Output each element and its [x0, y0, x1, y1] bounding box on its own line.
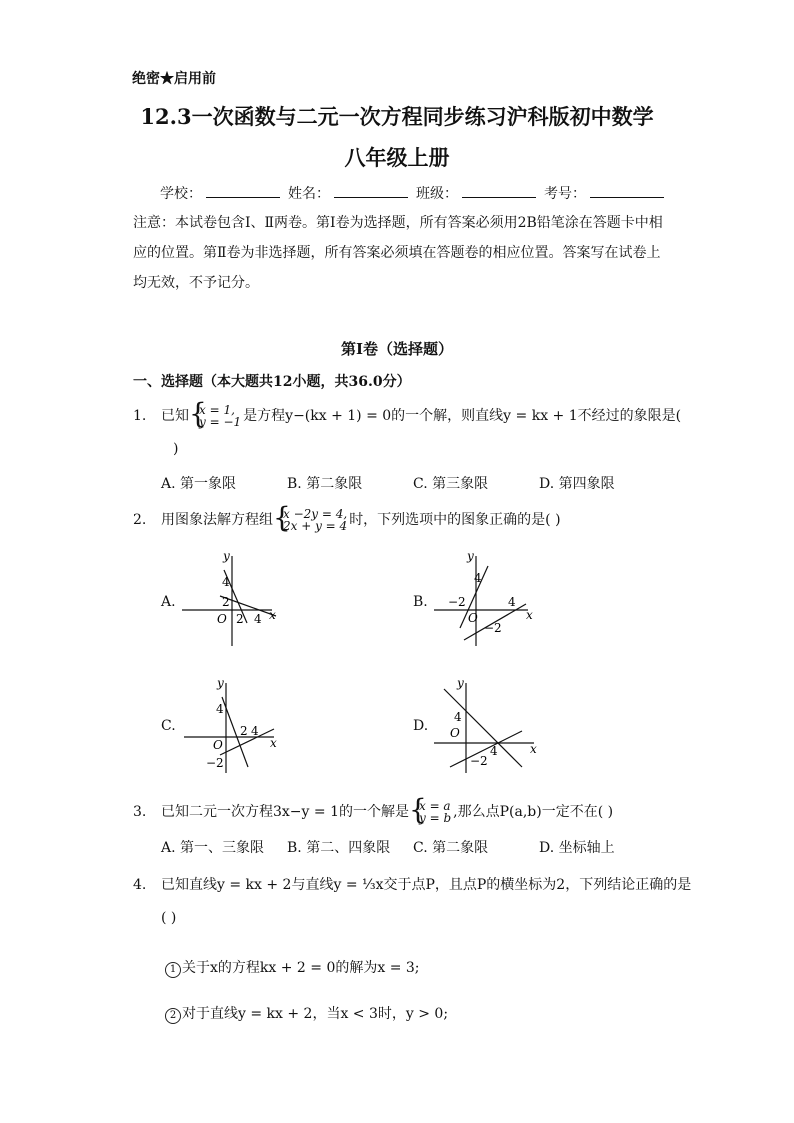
q1-system: [191, 404, 241, 428]
q2-system: [275, 508, 347, 532]
x-label: x: [526, 608, 533, 622]
circled-number-2: 2: [165, 1008, 181, 1024]
secret-label: 绝密★启用前: [132, 71, 216, 87]
q1-pre: 已知: [161, 408, 189, 424]
q2-option-d[interactable]: D.: [413, 718, 429, 734]
section-title: 第Ⅰ卷（选择题）: [340, 340, 454, 358]
origin-label: O: [450, 726, 460, 740]
graph-a[interactable]: [180, 548, 290, 648]
y-label: y: [457, 676, 464, 690]
q1-option-d[interactable]: D. 第四象限: [539, 476, 615, 492]
graph-c[interactable]: [180, 675, 290, 775]
q3-pre: 已知二元一次方程3x−y = 1的一个解是: [161, 804, 409, 820]
q1-option-a[interactable]: A. 第一象限: [161, 476, 237, 492]
name-blank[interactable]: [334, 185, 408, 198]
tick-label: 4: [251, 724, 259, 738]
statement-text: 关于x的方程kx + 2 = 0的解为x = 3;: [182, 960, 420, 976]
class-label: 班级：: [416, 186, 458, 202]
graph-d[interactable]: [430, 675, 540, 775]
q1-sys-line1: x = 1,: [199, 403, 235, 417]
y-label: y: [467, 549, 474, 563]
question-1: [133, 404, 681, 428]
graph-b[interactable]: [430, 548, 540, 648]
tick-label: −2: [206, 756, 224, 770]
name-label: 姓名：: [288, 186, 330, 202]
q3-post: ,那么点P(a,b)一定不在( ): [453, 804, 614, 820]
x-label: x: [269, 608, 276, 622]
question-3: [133, 800, 613, 824]
q2-option-b[interactable]: B.: [413, 594, 428, 610]
q1-post: 是方程y−(kx + 1) = 0的一个解，则直线y = kx + 1不经过的象限是(: [243, 408, 682, 424]
question-number: 1.: [133, 408, 147, 424]
tick-label: 2: [222, 595, 230, 609]
tick-label: 2: [236, 612, 244, 626]
q3-option-a[interactable]: A. 第一、三象限: [161, 840, 265, 856]
tick-label: 2: [240, 724, 248, 738]
class-blank[interactable]: [462, 185, 536, 198]
q2-sys-line2: 2x + y = 4: [283, 519, 348, 533]
question-number: 3.: [133, 804, 147, 820]
y-label: y: [223, 549, 230, 563]
q1-option-b[interactable]: B. 第二象限: [287, 476, 363, 492]
question-2: [133, 508, 561, 532]
notice-text: 注意：本试卷包含Ⅰ、Ⅱ两卷。第Ⅰ卷为选择题，所有答案必须用2B铅笔涂在答题卡中相应的位置。第Ⅱ卷为非选择题，所有答案必须填在答题卷的相应位置。答案写在试卷上均无效，不予记分。: [133, 215, 663, 291]
question-number: 2.: [133, 512, 147, 528]
q2-option-c[interactable]: C.: [161, 718, 176, 734]
page-title: 12.3一次函数与二元一次方程同步练习沪科版初中数学: [140, 104, 654, 129]
origin-label: O: [213, 738, 223, 752]
question-4: [133, 874, 691, 894]
tick-label: 4: [474, 571, 482, 585]
exam-no-blank[interactable]: [590, 185, 664, 198]
school-blank[interactable]: [206, 185, 280, 198]
q1-line2: ): [173, 441, 179, 457]
q2-option-a[interactable]: A.: [161, 594, 176, 610]
student-info-line: [160, 183, 672, 203]
q1-option-c[interactable]: C. 第三象限: [413, 476, 489, 492]
x-label: x: [270, 736, 277, 750]
tick-label: 4: [216, 702, 224, 716]
tick-label: 4: [508, 595, 516, 609]
part-heading: 一、选择题（本大题共12小题，共36.0分）: [133, 374, 411, 390]
q3-option-c[interactable]: C. 第二象限: [413, 840, 489, 856]
origin-label: O: [468, 611, 478, 625]
statement-text: 对于直线y = kx + 2，当x < 3时，y > 0;: [182, 1006, 449, 1022]
page-subtitle: 八年级上册: [344, 145, 450, 170]
tick-label: −2: [448, 595, 466, 609]
q4-statement-1: [165, 957, 420, 978]
tick-label: 4: [254, 612, 262, 626]
tick-label: 4: [454, 710, 462, 724]
q3-option-d[interactable]: D. 坐标轴上: [539, 840, 615, 856]
origin-label: O: [217, 612, 227, 626]
q4-statement-2: [165, 1003, 448, 1024]
q2-sys-line1: x −2y = 4,: [283, 507, 348, 521]
tick-label: 4: [222, 575, 230, 589]
q3-sys-line2: y = b: [418, 811, 452, 825]
school-label: 学校：: [160, 186, 202, 202]
q3-system: [411, 800, 451, 824]
exam-no-label: 考号：: [544, 186, 586, 202]
q4-line2: ( ): [161, 910, 177, 926]
q3-option-b[interactable]: B. 第二、四象限: [287, 840, 391, 856]
q1-sys-line2: y = −1: [199, 415, 242, 429]
tick-label: 4: [490, 744, 498, 758]
q2-pre: 用图象法解方程组: [161, 512, 273, 528]
y-label: y: [217, 676, 224, 690]
tick-label: −2: [484, 621, 502, 635]
q4-text: 已知直线y = kx + 2与直线y = ⅓x交于点P，且点P的横坐标为2，下列结论正确的是: [161, 877, 692, 893]
circled-number-1: 1: [165, 962, 181, 978]
x-label: x: [530, 742, 537, 756]
tick-label: −2: [470, 754, 488, 768]
question-number: 4.: [133, 877, 147, 893]
q3-sys-line1: x = a: [418, 799, 451, 813]
q2-post: 时，下列选项中的图象正确的是( ): [349, 512, 561, 528]
